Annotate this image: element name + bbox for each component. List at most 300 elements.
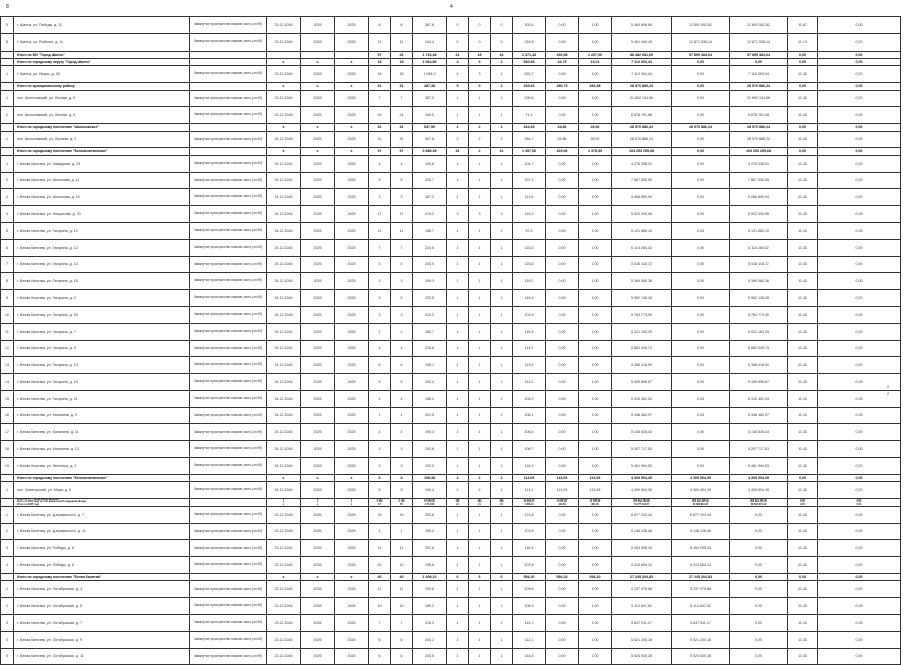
residents-moving-cell: 10 [391,598,413,615]
house-address-cell: г. Белая Калитва, ул. Гагарина, д. 20 [14,306,190,323]
area-municipal-cell: 1,00 [579,357,612,374]
cost-total-cell: 5 021 163,29 [612,323,672,340]
row-number-cell [1,58,14,65]
area-municipal-cell: 1,00 [579,390,612,407]
area-total-cell: 3 585,39 [413,148,447,155]
table-row [1,66,901,83]
residents-moving-cell: 31 [391,131,413,148]
house-address-cell: г. Белая Калитва, ул. Некрасова, д. 23 [14,206,190,223]
area-municipal-cell: 1,00 [579,540,612,557]
rooms-count-cell: 5 [447,83,469,90]
area-ratio-cell: 0,00 [788,148,818,155]
row-number-cell: 3 [1,615,14,632]
planned-move-date-cell: x [335,124,369,131]
rooms-count-cell: 1 [447,290,469,307]
rooms-private-cell: 1 [469,631,491,648]
house-address-cell: г. Белая Калитва, ул. Октябрьская, д. 7 [14,615,190,632]
rooms-municipal-cell: 0 [491,33,513,51]
cost-total-cell: 5 146 128,46 [612,523,672,540]
extra-cost-cell: 0,00 0,00 0,00 [818,499,901,507]
cost-regional-cell: 5 962 138,28 [730,290,788,307]
area-municipal-cell: 1,00 [579,506,612,523]
area-municipal-cell: 1,00 [579,306,612,323]
table-row [1,374,901,391]
residents-count-cell: 3 [369,273,391,290]
cost-regional-cell: 5 066 890,94 [730,189,788,206]
house-address-cell: Итого по городскому поселению "Белокалитвинское" [14,148,190,155]
planned-move-date-cell: 2025 [335,90,369,107]
area-municipal-cell: 1,00 [579,407,612,424]
area-rooms-total-cell: 25 679,60 19 859,27 1 358,41 [513,499,546,507]
area-municipal-cell: 19,21 [579,58,612,65]
rooms-municipal-cell: 1 [491,523,513,540]
row-number-cell [1,148,14,155]
area-total-cell: 189,2 [413,598,447,615]
house-address-cell: Итого по муниципальному району [14,83,190,90]
rooms-private-cell: 1 [469,407,491,424]
cost-regional-cell: 0,00 [730,574,788,581]
rooms-count-cell: 1 [447,323,469,340]
area-municipal-cell: 1,00 [579,441,612,458]
cost-total-cell: 5 454 095,34 [612,540,672,557]
accident-basis-cell: Замкнутое пространство нижняя часть (оп 69) [190,557,267,574]
table-row [1,598,901,615]
house-address-cell: г. Белая Калитва, ул. Октябрьская, д. 11 [14,648,190,665]
area-total-cell: 193,8 [413,581,447,598]
area-rooms-total-cell: 106,4 [513,424,546,441]
rooms-municipal-cell: 1 [491,374,513,391]
residents-count-cell: 3 [369,458,391,475]
residents-count-cell: 3 [369,306,391,323]
planned-move-date-cell: 2025 [335,482,369,499]
planned-move-date-cell: 2025 [335,239,369,256]
area-rooms-total-cell: 174,8 [513,506,546,523]
residents-count-cell: 7 [369,90,391,107]
cost-total-cell: 4 309 504,39 [612,474,672,481]
area-ratio-cell: 11,43 [788,390,818,407]
extra-cost-cell: 0,00 [818,66,901,83]
residents-count-cell: 8 [369,482,391,499]
recognition-date-cell: 23.12.2016 [267,523,301,540]
recognition-date-cell: 24.12.2016 [267,482,301,499]
extra-cost-cell: 0,00 [818,474,901,481]
rooms-municipal-cell: 1 [491,323,513,340]
residents-moving-cell: 3 [391,189,413,206]
area-total-cell: 187,2 [413,189,447,206]
extra-cost-cell: 0,00 [818,155,901,172]
area-ratio-cell: 0,00 [788,574,818,581]
area-ratio-cell: 11,43 [788,648,818,665]
row-number-cell: 12 [1,340,14,357]
rooms-count-cell: 2 [447,482,469,499]
row-number-cell: 5 [1,222,14,239]
area-municipal-cell: 266,98 [579,83,612,90]
area-private-cell: 0,00 [546,155,579,172]
area-private-cell: 0,00 [546,557,579,574]
area-total-cell: 1 064,86 [413,58,447,65]
area-private-cell: 0,00 [546,256,579,273]
cost-regional-cell: 4 276 338,01 [730,155,788,172]
area-rooms-total-cell: 115,4 [513,323,546,340]
area-total-cell: 204,0 [413,256,447,273]
residents-moving-cell: 8 [391,474,413,481]
cost-fund-cell: 0,00 [672,189,730,206]
residents-moving-cell: 18 [391,66,413,83]
house-address-cell: г. Шахты, ул. Победы, д. 11 [14,17,190,34]
extra-cost-cell: 0,00 [818,172,901,189]
area-total-cell: 204,6 [413,648,447,665]
cost-fund-cell: 0,00 [672,256,730,273]
house-address-cell: г. Белая Калитва, ул. Калинина, д. 9 [14,407,190,424]
rooms-count-cell: 4 [447,66,469,83]
extra-cost-cell: 0,00 [818,189,901,206]
accident-basis-cell: Замкнутое пространство нижняя часть (оп 69) [190,598,267,615]
extra-cost-cell: 0,00 [818,506,901,523]
residents-moving-cell: 97 [391,148,413,155]
residents-count-cell: 4 [369,340,391,357]
area-total-cell: 213,2 [413,306,447,323]
residents-moving-cell: 3 [391,458,413,475]
house-address-cell: г. Белая Калитва, ул. Гагарина, д. 16 [14,273,190,290]
right-marker: 2 [887,384,890,389]
area-ratio-cell: 11,43 [788,131,818,148]
accident-basis-cell [190,83,267,90]
accident-basis-cell: Замкнутое пространство нижняя часть (оп 69) [190,374,267,391]
rooms-municipal-cell: 2 [491,482,513,499]
cost-fund-cell: 0,00 [672,357,730,374]
residents-count-cell: 4 [369,424,391,441]
cost-fund-cell: 0,00 [672,323,730,340]
cost-total-cell: 5 310 451,04 [612,390,672,407]
cost-regional-cell: 57 899 484,64 [730,51,788,58]
rooms-count-cell: 1 [447,306,469,323]
accident-basis-cell: Замкнутое пространство нижняя часть (оп 69) [190,390,267,407]
row-number-cell [1,83,14,90]
residents-count-cell: 2 990 2 332 57 [369,499,391,507]
accident-basis-cell [190,474,267,481]
area-rooms-total-cell: 123,5 [513,239,546,256]
rooms-count-cell: 0 [447,33,469,51]
cost-regional-cell: 12 891 552,82 [730,17,788,34]
extra-cost-cell: 0,00 [818,458,901,475]
cost-fund-cell: 0,00 [672,107,730,124]
residents-count-cell: 11 [369,33,391,51]
planned-move-date-cell: 2025 [335,155,369,172]
residents-moving-cell: 17 [391,206,413,223]
planned-move-date-cell: 2025 [335,256,369,273]
residents-count-cell: 5 [369,374,391,391]
area-private-cell: 113,09 [546,482,579,499]
area-private-cell: 0,00 [546,290,579,307]
area-rooms-total-cell: 102,8 [513,557,546,574]
rooms-count-cell: 1 [447,172,469,189]
area-private-cell: 0,00 [546,222,579,239]
cost-total-cell: 21 892 134,66 [612,90,672,107]
rooms-private-cell: 6 [469,574,491,581]
rooms-private-cell: 0 [469,17,491,34]
row-number-cell: 3 [1,540,14,557]
cost-total-cell: 27 245 304,83 [612,574,672,581]
area-municipal-cell: 1,00 [579,273,612,290]
residents-moving-cell: 10 [391,557,413,574]
accident-basis-cell: Замкнутое пространство нижняя часть (оп 69) [190,482,267,499]
area-private-cell: 0,00 [546,374,579,391]
table-row [1,239,901,256]
house-address-cell: Итого по МО "Город Шахты" [14,51,190,58]
planned-end-date-cell: 2025 [301,222,335,239]
extra-cost-cell: 0,00 [818,648,901,665]
cost-fund-cell: 0,00 [672,340,730,357]
planned-move-date-cell: 2025 [335,222,369,239]
area-private-cell: 0,00 [546,390,579,407]
area-rooms-total-cell: 102,6 [513,306,546,323]
accident-basis-cell: Замкнутое пространство нижняя часть (оп 69) [190,66,267,83]
residents-count-cell: 97 [369,148,391,155]
planned-move-date-cell: 2025 [335,189,369,206]
rooms-private-cell: 1 [469,506,491,523]
accident-basis-cell [190,574,267,581]
planned-end-date-cell: 2025 [301,441,335,458]
accident-basis-cell: Замкнутое пространство нижняя часть (оп 69) [190,523,267,540]
area-municipal-cell: 28,92 [579,131,612,148]
row-number-cell: 1 [1,155,14,172]
area-private-cell: 33,86 [546,124,579,131]
cost-fund-cell: 0,00 [672,407,730,424]
cost-total-cell: 7 110 304,44 [612,66,672,83]
cost-regional-cell: 103 253 255,68 [730,148,788,155]
area-ratio-cell: 11,43 [788,598,818,615]
recognition-date-cell: 23.12.2016 [267,631,301,648]
area-municipal-cell: 1,00 [579,323,612,340]
row-number-cell: 1 [1,90,14,107]
rooms-private-cell: 3 [469,66,491,83]
extra-cost-cell: 0,00 [818,107,901,124]
area-ratio-cell: 11,43 [788,66,818,83]
planned-end-date-cell: x [301,148,335,155]
area-rooms-total-cell: 264,65 [513,124,546,131]
planned-move-date-cell: 2025 [335,340,369,357]
recognition-date-cell: 24.12.2016 [267,374,301,391]
area-municipal-cell: 1,00 [579,239,612,256]
house-address-cell: пос. Шолоховский, ул. Луговая, д. 2 [14,131,190,148]
rooms-count-cell: 1 [447,523,469,540]
house-address-cell: г. Шахты, ул. Рыбного, д. 11 [14,33,190,51]
residents-count-cell: 18 [369,58,391,65]
rooms-private-cell: 1 [469,523,491,540]
recognition-date-cell: 23.12.2016 [267,107,301,124]
area-private-cell: 0,00 [546,581,579,598]
residents-count-cell: 3 [369,441,391,458]
rooms-count-cell: 1 [447,581,469,598]
extra-cost-cell: 0,00 [818,482,901,499]
page-header [0,0,905,16]
area-ratio-cell: 11,43 [788,357,818,374]
planned-move-date-cell: 2025 [335,374,369,391]
recognition-date-cell: 23.12.2016 [267,598,301,615]
extra-cost-cell: 0,00 [818,17,901,34]
cost-total-cell: 5 516 118,72 [612,256,672,273]
rooms-municipal-cell: 1 [491,424,513,441]
area-private-cell: 0,00 [546,172,579,189]
area-total-cell: 547,59 [413,124,447,131]
cost-fund-cell: 12 871 538,14 [672,33,730,51]
row-number-cell [1,499,14,507]
row-number-cell: 4 [1,557,14,574]
area-municipal-cell: 13 669,08 11 785,69 881,40 [579,499,612,507]
rooms-private-cell: 1 [469,155,491,172]
planned-move-date-cell: 2025 [335,441,369,458]
row-number-cell: 1 [1,482,14,499]
area-ratio-cell: 11,43 [788,482,818,499]
area-private-cell: 0,00 [546,615,579,632]
recognition-date-cell: 23.12.2016 [267,33,301,51]
area-municipal-cell: 1,00 [579,206,612,223]
rooms-count-cell: 3 [447,206,469,223]
cost-fund-cell: 841 087 949,37 653 292 305,46 64 889 891,56 [672,499,730,507]
area-rooms-total-cell: 123,6 [513,256,546,273]
residents-moving-cell: 31 [391,124,413,131]
rooms-private-cell: 1 [469,581,491,598]
planned-end-date-cell: 2026 [301,506,335,523]
cost-total-cell: 88 482 681,00 [612,51,672,58]
accident-basis-cell: Замкнутое пространство нижняя часть (оп 69) [190,424,267,441]
table-row [1,648,901,665]
cost-fund-cell: 5 847 911,17 [672,615,730,632]
residents-moving-cell: 8 [391,17,413,34]
house-address-cell: г. Белая Калитва, ул. Шолохова, д. 15 [14,189,190,206]
cost-regional-cell: 12 871 538,14 [730,33,788,51]
recognition-date-cell: 24.12.2016 [267,155,301,172]
recognition-date-cell: 24.12.2016 [267,424,301,441]
row-number-cell: 19 [1,458,14,475]
cost-regional-cell: 0,00 [730,631,788,648]
rooms-private-cell: 1 [469,256,491,273]
table-row [1,172,901,189]
area-municipal-cell: 1,00 [579,523,612,540]
area-ratio-cell: 11,43 [788,374,818,391]
house-address-cell: г. Белая Калитва, ул. Калинина, д. 13 [14,441,190,458]
recognition-date-cell: x x x [267,499,301,507]
area-municipal-cell: 113,09 [579,474,612,481]
planned-end-date-cell: 2026 [301,557,335,574]
residents-moving-cell: 1 [391,407,413,424]
cost-fund-cell: 0,00 [672,206,730,223]
rooms-count-cell: 1 [447,340,469,357]
planned-move-date-cell: 2026 [335,557,369,574]
accident-basis-cell: Замкнутое пространство нижняя часть (оп 69) [190,290,267,307]
table-row [1,323,901,340]
cost-total-cell: 5 207 717,63 [612,441,672,458]
cost-regional-cell: 840 974 481,90 653 292 305,46 68 834 674,18 [730,499,788,507]
residents-moving-cell: 6 [391,631,413,648]
area-total-cell: 199,3 [413,273,447,290]
residents-count-cell: 2 [369,323,391,340]
cost-fund-cell: 28 570 886,24 [672,124,730,131]
rooms-municipal-cell: 1 [491,648,513,665]
planned-end-date-cell: 2025 [301,424,335,441]
area-rooms-total-cell: 594,20 [513,574,546,581]
accident-basis-cell: Замкнутое пространство нижняя часть (оп 69) [190,323,267,340]
accident-basis-cell: Замкнутое пространство нижняя часть (оп 69) [190,340,267,357]
row-number-cell: 1 [1,581,14,598]
cost-fund-cell: 5 237 975,68 [672,581,730,598]
area-rooms-total-cell: 104,0 [513,390,546,407]
row-number-cell [1,574,14,581]
rooms-count-cell: 31 [447,148,469,155]
residents-count-cell: 18 [369,66,391,83]
area-rooms-total-cell: 112,6 [513,189,546,206]
area-ratio-cell: 11,43 [788,424,818,441]
cost-total-cell: 5 121 660,10 [612,222,672,239]
cost-fund-cell: 0,00 [672,306,730,323]
planned-move-date-cell: 2025 [335,107,369,124]
area-ratio-cell: 11,43 [788,506,818,523]
rooms-count-cell: 1 [447,239,469,256]
residents-moving-cell: 11 [391,33,413,51]
residents-count-cell: 6 [369,631,391,648]
accident-basis-cell: Замкнутое пространство нижняя часть (оп 69) [190,631,267,648]
recognition-date-cell: 23.12.2016 [267,66,301,83]
cost-total-cell: 5 847 911,17 [612,615,672,632]
area-rooms-total-cell: 108,7 [513,441,546,458]
area-total-cell: 216,3 [413,615,447,632]
cost-fund-cell: 5 146 128,46 [672,523,730,540]
area-private-cell: 0,00 [546,424,579,441]
cost-regional-cell: 0,00 [730,557,788,574]
area-ratio-cell: 11,43 [788,340,818,357]
rooms-municipal-cell: 2 [491,83,513,90]
table-row [1,189,901,206]
extra-cost-cell: 0,00 [818,523,901,540]
cost-fund-cell: 5 521 240,18 [672,631,730,648]
rooms-municipal-cell: 1 [491,458,513,475]
table-row [1,506,901,523]
cost-total-cell: 5 484 696,66 [612,17,672,34]
residents-moving-cell: 2 [391,323,413,340]
area-private-cell: 0,00 [546,357,579,374]
cost-regional-cell: 5 207 717,63 [730,441,788,458]
rooms-municipal-cell: 2 [491,474,513,481]
house-address-cell: г. Белая Калитва, ул. Гагарина, д. 2 [14,290,190,307]
cost-fund-cell: 12 891 552,82 [672,17,730,34]
area-private-cell: 0,00 [546,648,579,665]
house-address-cell: г. Белая Калитва, ул. Гагарина, д. 13 [14,357,190,374]
area-rooms-total-cell: 520,7 [513,66,546,83]
cost-regional-cell: 0,00 [730,581,788,598]
cost-total-cell: 6 110 284,42 [612,239,672,256]
extra-cost-cell: 0,00 [818,290,901,307]
accident-basis-cell: Замкнутое пространство нижняя часть (оп 69) [190,407,267,424]
planned-move-date-cell: 2026 [335,506,369,523]
accident-basis-cell [190,148,267,155]
rooms-private-cell: 1 [469,107,491,124]
planned-end-date-cell: 2026 [301,648,335,665]
residents-count-cell: 1 [369,407,391,424]
rooms-municipal-cell: 1 [491,598,513,615]
planned-end-date-cell: 2025 [301,482,335,499]
house-address-cell: г. Белая Калитва, ул. Гагарина, д. 14 [14,256,190,273]
cost-regional-cell: 5 862 049,74 [730,340,788,357]
accident-basis-cell: Замкнутое пространство нижняя часть (оп 69) [190,648,267,665]
cost-regional-cell: 28 570 886,24 [730,124,788,131]
area-rooms-total-cell: 264,7 [513,131,546,148]
area-ratio-cell: 11,43 [788,615,818,632]
planned-end-date-cell: 2025 [301,256,335,273]
residents-count-cell: 17 [369,206,391,223]
area-municipal-cell: 1,00 [579,189,612,206]
extra-cost-cell: 0,00 [818,407,901,424]
extra-cost-cell: 0,00 [818,390,901,407]
